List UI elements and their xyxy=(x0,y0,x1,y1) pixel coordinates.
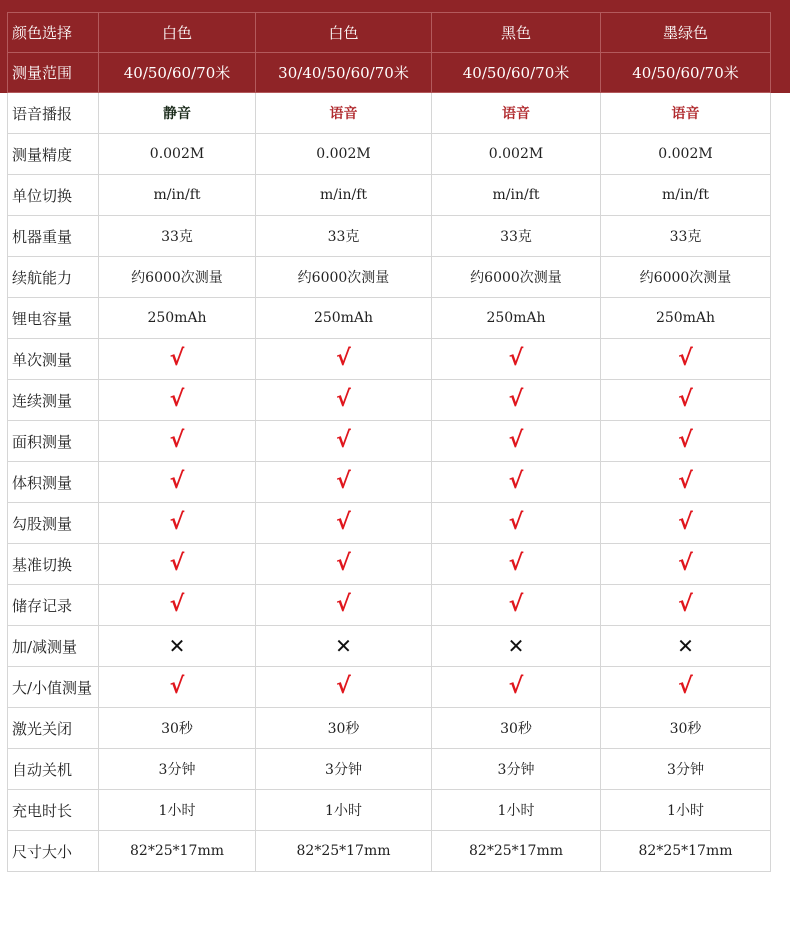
supported-cell xyxy=(99,462,256,503)
value-cell xyxy=(256,93,432,134)
supported-cell xyxy=(256,380,432,421)
spec-value: 33克 xyxy=(327,229,360,245)
spec-value: 82*25*17mm xyxy=(296,843,391,859)
spec-value: 3分钟 xyxy=(667,762,704,778)
spec-value: 3分钟 xyxy=(325,762,362,778)
check-mark-icon: √ xyxy=(678,387,693,412)
spec-row xyxy=(8,503,771,544)
unsupported-cell xyxy=(256,626,432,667)
value-cell xyxy=(256,175,432,216)
unsupported-cell xyxy=(432,626,601,667)
voice-mode-value: 语音 xyxy=(329,106,358,122)
value-cell xyxy=(432,790,601,831)
check-mark-icon: √ xyxy=(169,469,185,494)
spec-value: 33克 xyxy=(669,229,702,245)
measure-range-row xyxy=(8,53,771,93)
value-cell xyxy=(256,216,432,257)
spec-value: 1小时 xyxy=(158,803,196,819)
value-cell xyxy=(601,175,771,216)
spec-row xyxy=(8,175,771,216)
spec-value: 250mAh xyxy=(655,310,716,326)
check-mark-icon: √ xyxy=(336,510,351,535)
value-cell xyxy=(601,749,771,790)
value-cell xyxy=(99,216,256,257)
cross-mark-icon: ✕ xyxy=(335,633,352,658)
supported-cell xyxy=(601,380,771,421)
spec-value: 约6000次测量 xyxy=(297,270,390,286)
value-cell xyxy=(99,257,256,298)
value-cell xyxy=(256,831,432,872)
check-mark-icon: √ xyxy=(508,469,524,494)
check-mark-icon: √ xyxy=(678,510,693,535)
check-mark-icon: √ xyxy=(169,428,185,453)
spec-value: 30秒 xyxy=(327,721,360,737)
row-label: 体积测量 xyxy=(8,462,99,503)
row-label: 单次测量 xyxy=(8,339,99,380)
supported-cell xyxy=(432,544,601,585)
value-cell xyxy=(99,298,256,339)
value-cell xyxy=(432,749,601,790)
supported-cell xyxy=(256,585,432,626)
color-cell: 黑色 xyxy=(432,13,601,53)
voice-mode-value: 静音 xyxy=(163,106,191,122)
check-mark-icon: √ xyxy=(678,551,693,576)
check-mark-icon: √ xyxy=(678,469,693,494)
supported-cell xyxy=(601,585,771,626)
check-mark-icon: √ xyxy=(169,387,185,412)
cross-mark-icon: ✕ xyxy=(677,633,694,658)
range-cell: 30/40/50/60/70米 xyxy=(256,53,432,93)
value-cell xyxy=(432,298,601,339)
spec-row xyxy=(8,626,771,667)
spec-row xyxy=(8,749,771,790)
value-cell xyxy=(601,790,771,831)
row-label: 面积测量 xyxy=(8,421,99,462)
supported-cell xyxy=(432,421,601,462)
supported-cell xyxy=(432,585,601,626)
check-mark-icon: √ xyxy=(336,674,351,699)
row-label: 单位切换 xyxy=(8,175,99,216)
spec-row xyxy=(8,462,771,503)
supported-cell xyxy=(432,667,601,708)
spec-value: 0.002M xyxy=(149,146,205,162)
check-mark-icon: √ xyxy=(678,428,693,453)
check-mark-icon: √ xyxy=(169,592,185,617)
voice-mode-value: 语音 xyxy=(671,106,700,122)
value-cell xyxy=(99,749,256,790)
row-label: 充电时长 xyxy=(8,790,99,831)
value-cell xyxy=(256,257,432,298)
color-cell: 白色 xyxy=(256,13,432,53)
check-mark-icon: √ xyxy=(508,592,524,617)
row-label: 储存记录 xyxy=(8,585,99,626)
spec-value: 82*25*17mm xyxy=(469,843,563,859)
value-cell xyxy=(99,708,256,749)
spec-row xyxy=(8,667,771,708)
row-label: 语音播报 xyxy=(8,93,99,134)
spec-value: 82*25*17mm xyxy=(638,843,733,859)
spec-value: 250mAh xyxy=(147,310,207,326)
check-mark-icon: √ xyxy=(169,551,185,576)
spec-value: m/in/ft xyxy=(153,187,201,203)
supported-cell xyxy=(99,503,256,544)
supported-cell xyxy=(601,421,771,462)
spec-value: m/in/ft xyxy=(319,187,367,203)
spec-row xyxy=(8,380,771,421)
value-cell xyxy=(601,708,771,749)
value-cell xyxy=(256,134,432,175)
spec-value: 1小时 xyxy=(497,803,535,819)
check-mark-icon: √ xyxy=(336,428,351,453)
value-cell xyxy=(256,790,432,831)
spec-value: 0.002M xyxy=(316,146,371,162)
spec-row xyxy=(8,421,771,462)
color-cell: 白色 xyxy=(99,13,256,53)
spec-row xyxy=(8,708,771,749)
row-label: 颜色选择 xyxy=(8,13,99,53)
value-cell xyxy=(256,708,432,749)
value-cell xyxy=(256,749,432,790)
supported-cell xyxy=(601,667,771,708)
value-cell xyxy=(432,175,601,216)
value-cell xyxy=(99,831,256,872)
value-cell xyxy=(432,257,601,298)
row-label: 连续测量 xyxy=(8,380,99,421)
value-cell xyxy=(99,93,256,134)
supported-cell xyxy=(601,503,771,544)
row-label: 机器重量 xyxy=(8,216,99,257)
unsupported-cell xyxy=(99,626,256,667)
value-cell xyxy=(99,790,256,831)
supported-cell xyxy=(256,339,432,380)
spec-value: 约6000次测量 xyxy=(131,270,223,286)
color-cell: 墨绿色 xyxy=(601,13,771,53)
cross-mark-icon: ✕ xyxy=(168,633,186,658)
row-label: 测量范围 xyxy=(8,53,99,93)
value-cell xyxy=(432,831,601,872)
spec-value: 33克 xyxy=(161,229,193,245)
range-cell: 40/50/60/70米 xyxy=(432,53,601,93)
spec-row xyxy=(8,790,771,831)
value-cell xyxy=(99,134,256,175)
value-cell xyxy=(601,134,771,175)
supported-cell xyxy=(99,667,256,708)
supported-cell xyxy=(256,462,432,503)
supported-cell xyxy=(99,585,256,626)
check-mark-icon: √ xyxy=(508,674,524,699)
range-cell: 40/50/60/70米 xyxy=(99,53,256,93)
row-label: 大/小值测量 xyxy=(8,667,99,708)
value-cell xyxy=(601,216,771,257)
value-cell xyxy=(256,298,432,339)
check-mark-icon: √ xyxy=(336,551,351,576)
spec-value: 0.002M xyxy=(658,146,713,162)
supported-cell xyxy=(256,503,432,544)
check-mark-icon: √ xyxy=(678,592,693,617)
spec-value: 250mAh xyxy=(313,310,374,326)
spec-value: 约6000次测量 xyxy=(639,270,732,286)
value-cell xyxy=(601,831,771,872)
spec-value: 1小时 xyxy=(667,803,704,819)
spec-value: 33克 xyxy=(500,229,532,245)
check-mark-icon: √ xyxy=(336,469,351,494)
value-cell xyxy=(99,175,256,216)
spec-value: 30秒 xyxy=(161,721,193,737)
spec-value: 30秒 xyxy=(669,721,702,737)
spec-row xyxy=(8,134,771,175)
voice-mode-value: 语音 xyxy=(502,106,530,122)
spec-value: 1小时 xyxy=(325,803,362,819)
check-mark-icon: √ xyxy=(169,510,185,535)
supported-cell xyxy=(99,421,256,462)
supported-cell xyxy=(601,544,771,585)
spec-row xyxy=(8,93,771,134)
spec-row xyxy=(8,216,771,257)
spec-value: 3分钟 xyxy=(497,762,535,778)
supported-cell xyxy=(432,339,601,380)
check-mark-icon: √ xyxy=(336,387,351,412)
row-label: 激光关闭 xyxy=(8,708,99,749)
supported-cell xyxy=(601,339,771,380)
row-label: 锂电容量 xyxy=(8,298,99,339)
check-mark-icon: √ xyxy=(508,428,524,453)
supported-cell xyxy=(99,544,256,585)
spec-row xyxy=(8,298,771,339)
value-cell xyxy=(432,93,601,134)
spec-value: 30秒 xyxy=(500,721,532,737)
spec-comparison-table xyxy=(7,12,771,872)
row-label: 自动关机 xyxy=(8,749,99,790)
value-cell xyxy=(601,93,771,134)
row-label: 续航能力 xyxy=(8,257,99,298)
supported-cell xyxy=(99,380,256,421)
supported-cell xyxy=(256,421,432,462)
supported-cell xyxy=(432,462,601,503)
spec-row xyxy=(8,339,771,380)
range-cell: 40/50/60/70米 xyxy=(601,53,771,93)
spec-row xyxy=(8,544,771,585)
cross-mark-icon: ✕ xyxy=(507,633,525,658)
row-label: 基准切换 xyxy=(8,544,99,585)
row-label: 尺寸大小 xyxy=(8,831,99,872)
supported-cell xyxy=(432,503,601,544)
color-select-row xyxy=(8,13,771,53)
value-cell xyxy=(601,298,771,339)
check-mark-icon: √ xyxy=(169,674,185,699)
value-cell xyxy=(432,134,601,175)
spec-value: 约6000次测量 xyxy=(470,270,562,286)
spec-value: 82*25*17mm xyxy=(130,843,224,859)
supported-cell xyxy=(99,339,256,380)
check-mark-icon: √ xyxy=(169,346,185,371)
row-label: 加/减测量 xyxy=(8,626,99,667)
check-mark-icon: √ xyxy=(678,674,693,699)
spec-value: m/in/ft xyxy=(661,187,709,203)
row-label: 勾股测量 xyxy=(8,503,99,544)
check-mark-icon: √ xyxy=(336,346,351,371)
check-mark-icon: √ xyxy=(508,551,524,576)
spec-row xyxy=(8,831,771,872)
spec-value: 3分钟 xyxy=(158,762,196,778)
check-mark-icon: √ xyxy=(508,510,524,535)
supported-cell xyxy=(601,462,771,503)
check-mark-icon: √ xyxy=(336,592,351,617)
row-label: 测量精度 xyxy=(8,134,99,175)
spec-value: 250mAh xyxy=(486,310,546,326)
spec-value: 0.002M xyxy=(488,146,544,162)
supported-cell xyxy=(432,380,601,421)
value-cell xyxy=(432,216,601,257)
check-mark-icon: √ xyxy=(508,387,524,412)
supported-cell xyxy=(256,544,432,585)
spec-row xyxy=(8,585,771,626)
spec-value: m/in/ft xyxy=(492,187,540,203)
check-mark-icon: √ xyxy=(508,346,524,371)
check-mark-icon: √ xyxy=(678,346,693,371)
value-cell xyxy=(432,708,601,749)
unsupported-cell xyxy=(601,626,771,667)
supported-cell xyxy=(256,667,432,708)
spec-row xyxy=(8,257,771,298)
value-cell xyxy=(601,257,771,298)
